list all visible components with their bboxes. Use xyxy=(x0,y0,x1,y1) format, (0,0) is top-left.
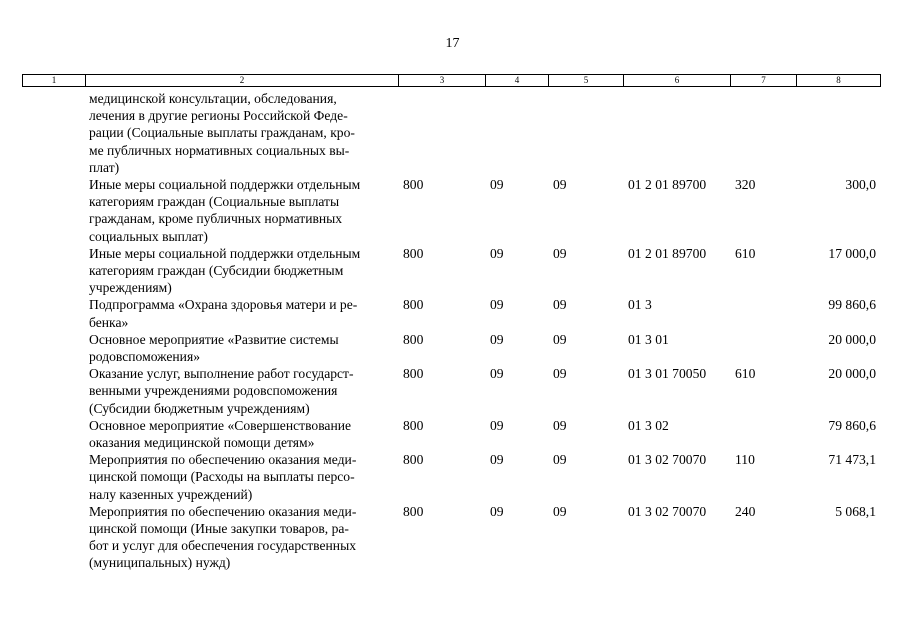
row-ministry-code: 800 xyxy=(403,452,424,468)
row-target-article: 01 3 02 70070 xyxy=(628,452,707,468)
row-subsection-code: 09 xyxy=(553,245,567,261)
row-expense-type xyxy=(730,417,796,451)
row-expense-type xyxy=(730,296,796,330)
row-subsection-code: 09 xyxy=(553,503,567,519)
row-col-1 xyxy=(22,417,85,451)
row-description: Основное мероприятие «Развитие системы родовспоможения» xyxy=(89,331,339,365)
header-cell-4: 4 xyxy=(486,75,549,87)
row-section-code xyxy=(485,90,548,176)
row-description: Подпрограмма «Охрана здоровья матери и ре- бенка» xyxy=(89,297,358,330)
row-ministry-code: 800 xyxy=(403,331,424,347)
row-col-1 xyxy=(22,451,85,503)
row-subsection-code: 09 xyxy=(553,452,567,468)
header-cell-5: 5 xyxy=(549,75,624,87)
row-col-1 xyxy=(22,176,85,245)
row-ministry-code: 800 xyxy=(403,366,424,382)
row-expense-type: 110 xyxy=(735,452,755,468)
row-subsection-code xyxy=(548,90,623,176)
row-section-code: 09 xyxy=(490,331,504,347)
row-amount: 300,0 xyxy=(845,177,876,193)
row-target-article: 01 3 01 xyxy=(628,331,669,347)
row-target-article: 01 3 02 xyxy=(628,417,669,433)
row-amount xyxy=(796,90,880,176)
header-cell-6: 6 xyxy=(624,75,731,87)
row-expense-type: 240 xyxy=(735,503,756,519)
row-description: Иные меры социальной поддержки отдельным категориям граждан (Субсидии бюджетным учреждениям) xyxy=(89,245,361,296)
row-target-article: 01 3 02 70070 xyxy=(628,503,707,519)
row-ministry-code: 800 xyxy=(403,297,424,313)
row-section-code: 09 xyxy=(490,297,504,313)
page-number: 17 xyxy=(445,36,460,51)
table-row xyxy=(22,296,880,330)
row-subsection-code: 09 xyxy=(553,366,567,382)
row-ministry-code: 800 xyxy=(403,417,424,433)
table-row xyxy=(22,417,880,451)
budget-table xyxy=(22,90,880,572)
row-description: медицинской консультации, обследования, лечения в другие регионы Российской Феде- рации (Социальные выплаты гражданам, кро- ме публичных нормативных социальных вы- плат) xyxy=(89,91,355,175)
table-row xyxy=(22,331,880,365)
row-amount: 5 068,1 xyxy=(835,503,876,519)
row-expense-type: 320 xyxy=(735,177,756,193)
row-description: Мероприятия по обеспечению оказания меди- цинской помощи (Иные закупки товаров, ра- бот и услуг для обеспечения государственных (муниципальных) нужд) xyxy=(89,503,357,571)
row-expense-type xyxy=(730,331,796,365)
row-expense-type: 610 xyxy=(735,366,756,382)
row-section-code: 09 xyxy=(490,452,504,468)
row-amount: 79 860,6 xyxy=(828,417,876,433)
row-ministry-code: 800 xyxy=(403,245,424,261)
table-row xyxy=(22,503,880,572)
row-amount: 99 860,6 xyxy=(828,297,876,313)
row-section-code: 09 xyxy=(490,177,504,193)
row-col-1 xyxy=(22,331,85,365)
row-section-code: 09 xyxy=(490,245,504,261)
row-col-1 xyxy=(22,90,85,176)
row-target-article: 01 3 xyxy=(628,297,652,313)
row-col-1 xyxy=(22,503,85,572)
row-target-article: 01 2 01 89700 xyxy=(628,245,707,261)
row-col-1 xyxy=(22,296,85,330)
header-cell-7: 7 xyxy=(731,75,797,87)
table-row xyxy=(22,90,880,176)
row-target-article xyxy=(623,90,730,176)
table-row xyxy=(22,451,880,503)
row-target-article: 01 3 01 70050 xyxy=(628,366,707,382)
row-expense-type xyxy=(730,90,796,176)
table-row xyxy=(22,365,880,417)
row-subsection-code: 09 xyxy=(553,417,567,433)
header-cell-3: 3 xyxy=(399,75,486,87)
row-description: Иные меры социальной поддержки отдельным категориям граждан (Социальные выплаты гражданам, кроме публичных нормативных социальных выплат) xyxy=(89,177,361,244)
row-subsection-code: 09 xyxy=(553,297,567,313)
row-amount: 20 000,0 xyxy=(828,331,876,347)
row-description: Мероприятия по обеспечению оказания меди- цинской помощи (Расходы на выплаты персо- налу казенных учреждений) xyxy=(89,452,357,502)
row-subsection-code: 09 xyxy=(553,331,567,347)
table-row xyxy=(22,245,880,297)
column-number-header xyxy=(22,74,881,87)
row-ministry-code: 800 xyxy=(403,503,424,519)
row-subsection-code: 09 xyxy=(553,177,567,193)
row-amount: 71 473,1 xyxy=(828,452,876,468)
table-row xyxy=(22,176,880,245)
header-cell-1: 1 xyxy=(23,75,86,87)
row-description: Оказание услуг, выполнение работ государст- венными учреждениями родовспоможения (Субсидии бюджетным учреждениям) xyxy=(89,366,354,416)
header-cell-2: 2 xyxy=(86,75,399,87)
row-ministry-code: 800 xyxy=(403,177,424,193)
row-section-code: 09 xyxy=(490,366,504,382)
row-description: Основное мероприятие «Совершенствование оказания медицинской помощи детям» xyxy=(89,417,352,451)
header-row xyxy=(23,75,881,87)
header-cell-8: 8 xyxy=(797,75,881,87)
row-col-1 xyxy=(22,245,85,297)
row-expense-type: 610 xyxy=(735,245,756,261)
row-target-article: 01 2 01 89700 xyxy=(628,177,707,193)
row-section-code: 09 xyxy=(490,417,504,433)
row-col-1 xyxy=(22,365,85,417)
row-ministry-code xyxy=(398,90,485,176)
row-amount: 20 000,0 xyxy=(828,366,876,382)
row-section-code: 09 xyxy=(490,503,504,519)
row-amount: 17 000,0 xyxy=(828,245,876,261)
